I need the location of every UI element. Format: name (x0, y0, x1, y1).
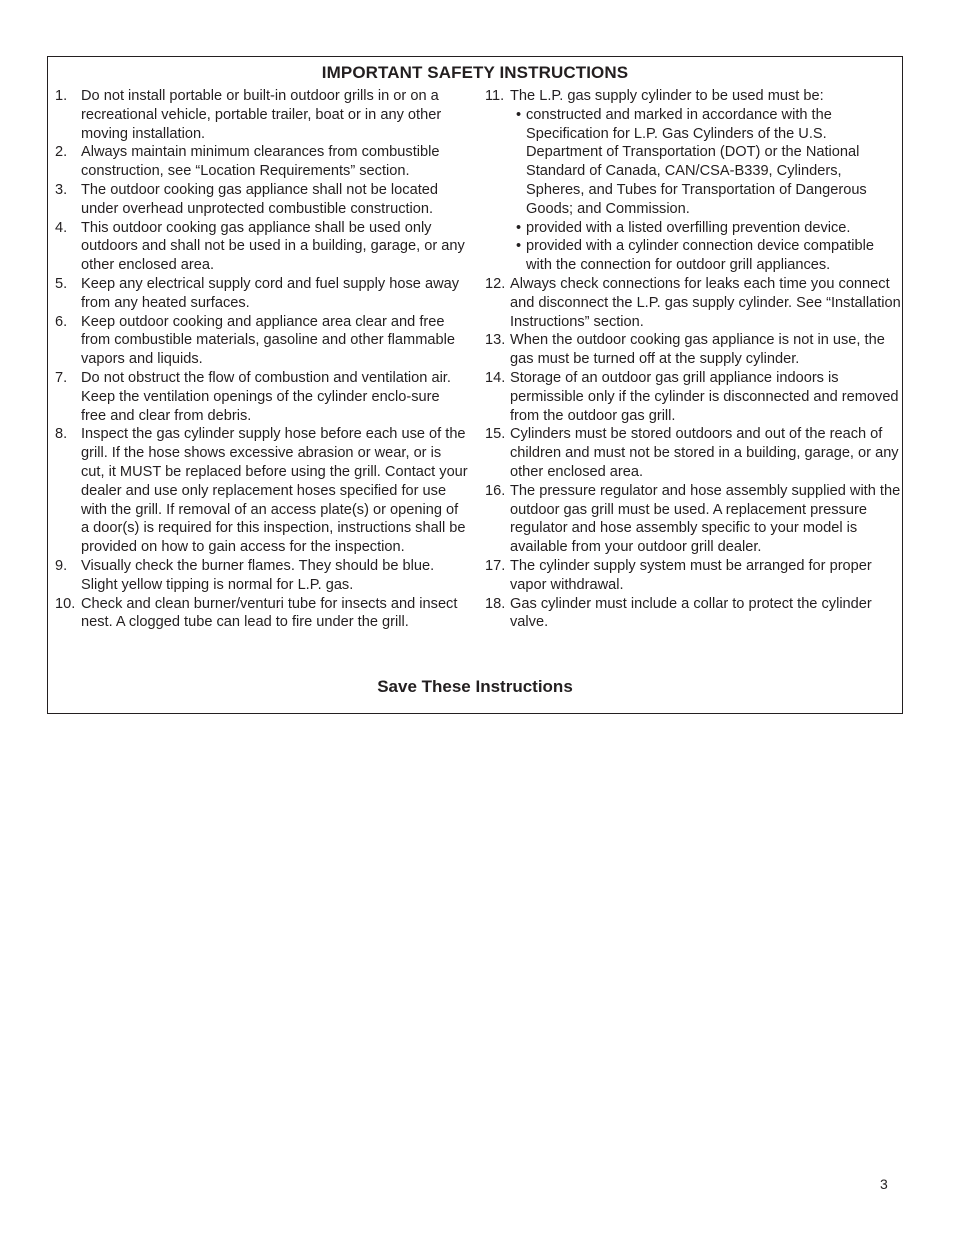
item-text: Visually check the burner flames. They should be blue. Slight yellow tipping is normal for L.P. gas. (81, 557, 435, 593)
right-column (485, 87, 901, 632)
instruction-item (55, 425, 468, 557)
instruction-item (485, 87, 901, 106)
bullet-text: provided with a cylinder connection device compatible with the connection for outdoor grill appliances. (526, 238, 875, 274)
item-text: Gas cylinder must include a collar to protect the cylinder valve. (510, 595, 872, 631)
instruction-item (55, 369, 468, 425)
bullet-icon: • (516, 219, 522, 236)
item-number: 12. (485, 275, 506, 292)
item-text: The cylinder supply system must be arranged for proper vapor withdrawal. (510, 557, 872, 593)
instruction-item (55, 313, 468, 369)
item-number: 14. (485, 369, 506, 386)
instruction-item (485, 595, 901, 633)
bullet-item (485, 106, 901, 219)
instruction-item (485, 482, 901, 557)
item-number: 11. (485, 88, 505, 104)
item-text: Do not install portable or built-in outdoor grills in or on a recreational vehicle, portable trailer, boat or in any other moving installation. (81, 88, 442, 142)
item-number: 9. (55, 557, 68, 574)
item-number: 8. (55, 426, 68, 443)
item-text: When the outdoor cooking gas appliance is not in use, the gas must be turned off at the supply cylinder. (510, 332, 885, 368)
item-text: The outdoor cooking gas appliance shall not be located under overhead unprotected combustible construction. (81, 181, 438, 217)
instruction-item (55, 87, 468, 143)
instruction-item (55, 557, 468, 595)
item-number: 15. (485, 426, 506, 443)
item-number: 2. (55, 144, 68, 161)
page-number: 3 (880, 1176, 888, 1192)
item-number: 4. (55, 219, 68, 236)
item-number: 16. (485, 482, 506, 499)
save-instructions-title: Save These Instructions (377, 677, 573, 696)
bullet-item (485, 219, 901, 238)
instruction-item (55, 595, 468, 633)
instruction-item (55, 143, 468, 181)
item-text: Inspect the gas cylinder supply hose before each use of the grill. If the hose shows excessive abrasion or wear, or is cut, it MUST be replaced before using the grill. Contact your dealer and use only replacement hoses specified for use with the grill. If removal of an access plate(s) or opening of a door(s) is required for this inspection, instructions shall be provided on how to gain access for the inspection. (81, 426, 468, 556)
item-text: Keep any electrical supply cord and fuel supply hose away from any heated surfaces. (81, 275, 460, 311)
item-number: 10. (55, 595, 76, 612)
section-title: IMPORTANT SAFETY INSTRUCTIONS (321, 63, 629, 82)
safety-instructions-box (47, 56, 903, 714)
bullet-text: provided with a listed overfilling prevention device. (526, 219, 851, 236)
item-text: Check and clean burner/venturi tube for insects and insect nest. A clogged tube can lead to fire under the grill. (81, 595, 458, 631)
instruction-item (485, 425, 901, 481)
item-number: 6. (55, 313, 68, 330)
item-text: The L.P. gas supply cylinder to be used must be: (510, 88, 824, 104)
item-text: Storage of an outdoor gas grill appliance indoors is permissible only if the cylinder is disconnected and removed from the outdoor gas grill. (510, 369, 899, 424)
item-number: 18. (485, 595, 506, 612)
item-number: 1. (55, 88, 68, 104)
item-text: Do not obstruct the flow of combustion and ventilation air. Keep the ventilation openings of the cylinder enclo-sure free and clear from debris. (81, 369, 451, 424)
item-number: 3. (55, 181, 68, 198)
instruction-item (55, 275, 468, 313)
item-number: 7. (55, 369, 68, 386)
item-number: 17. (485, 557, 506, 574)
item-text: This outdoor cooking gas appliance shall be used only outdoors and shall not be used in a building, garage, or any other enclosed area. (81, 219, 465, 274)
left-column (55, 87, 468, 632)
bullet-icon: • (516, 238, 522, 255)
bullet-text: constructed and marked in accordance with the Specification for L.P. Gas Cylinders of the U.S. Department of Transportation (DOT) or the National Standard of Canada, CAN/CSA-B339, Cylinders, Spheres, and Tubes for Transportation of Dangerous Goods; and Commission. (526, 106, 867, 217)
item-text: Cylinders must be stored outdoors and out of the reach of children and must not be stored in a building, garage, or any other enclosed area. (510, 426, 899, 480)
item-text: Always check connections for leaks each time you connect and disconnect the L.P. gas supply cylinder. See “Installation Instructions” section. (510, 275, 901, 330)
instruction-item (485, 275, 901, 331)
instruction-item (485, 369, 901, 425)
bullet-icon: • (516, 106, 522, 123)
instruction-item (55, 219, 468, 275)
item-text: The pressure regulator and hose assembly supplied with the outdoor gas grill must be used. A replacement pressure regulator and hose assembly specific to your model is available from your outdoor grill dealer. (510, 482, 901, 556)
instruction-item (485, 557, 901, 595)
item-text: Keep outdoor cooking and appliance area clear and free from combustible materials, gasoline and other flammable vapors and liquids. (81, 313, 455, 368)
item-number: 5. (55, 275, 68, 292)
bullet-item (485, 237, 901, 275)
instruction-item (485, 331, 901, 369)
item-text: Always maintain minimum clearances from combustible construction, see “Location Requirements” section. (81, 144, 440, 180)
instruction-item (55, 181, 468, 219)
item-number: 13. (485, 332, 506, 349)
